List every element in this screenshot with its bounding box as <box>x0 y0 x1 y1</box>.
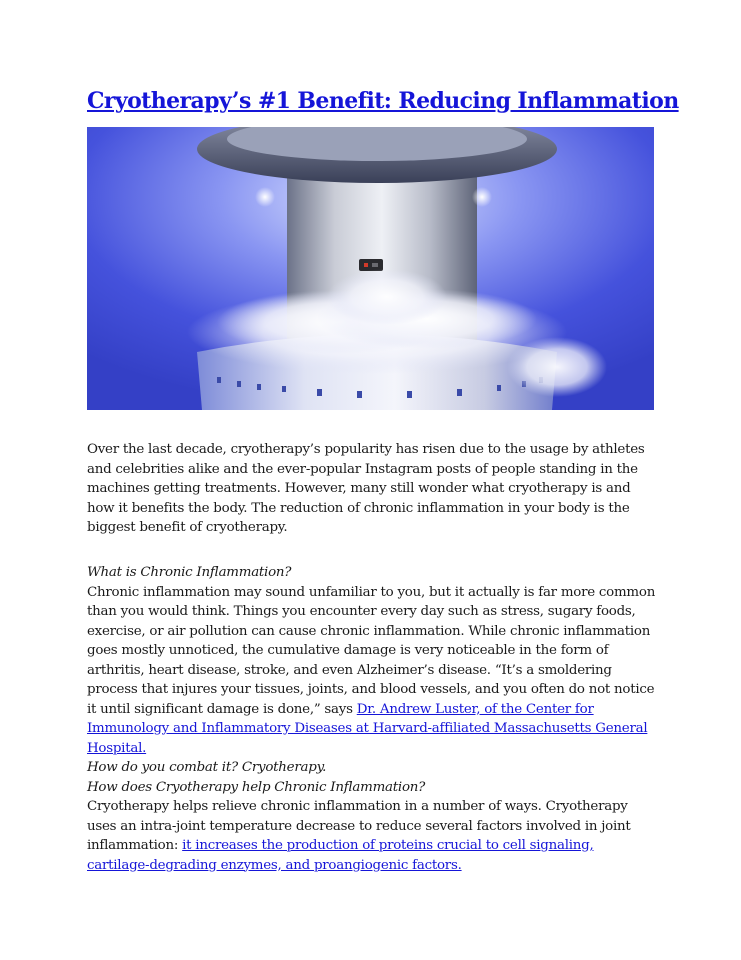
paragraph-chronic-inflammation <box>87 583 657 759</box>
paragraph-2-text: Cryotherapy helps relieve chronic inflammation in a number of ways. Cryotherapy uses an intra-joint temperature decrease to reduce several factors involved in joint inflammation: <box>87 799 631 853</box>
cryotherapy-chamber-photo <box>87 127 654 410</box>
article-title-link[interactable]: Cryotherapy’s #1 Benefit: Reducing Inflammation <box>87 88 679 114</box>
paragraph-cryotherapy-help <box>87 797 657 875</box>
intro-paragraph <box>87 440 657 538</box>
proteins-study-link[interactable]: it increases the production of proteins crucial to cell signaling, cartilage-degrading enzymes, and proangiogenic factors. <box>87 838 594 873</box>
question-heading-2: How do you combat it? Cryotherapy. <box>87 760 327 775</box>
intro-text: Over the last decade, cryotherapy’s popularity has risen due to the usage by athletes and celebrities alike and the ever-popular Instagram posts of people standing in the machines getting treatments. However, many still wonder what cryotherapy is and how it benefits the body. The reduction of chronic inflammation in your body is the biggest benefit of cryotherapy. <box>87 442 645 535</box>
paragraph-1-text: Chronic inflammation may sound unfamiliar to you, but it actually is far more common than you would think. Things you encounter every day such as stress, sugary foods, exercise, or air pollution can cause chronic inflammation. While chronic inflammation goes mostly unnoticed, the cumulative damage is very noticeable in the form of arthritis, heart disease, stroke, and even Alzheimer’s disease. “It’s a smoldering process that injures your tissues, joints, and blood vessels, and you often do not notice it until significant damage is done,” says <box>87 584 656 717</box>
question-heading-3: How does Cryotherapy help Chronic Inflammation? <box>87 779 426 795</box>
dr-luster-link[interactable]: Dr. Andrew Luster, of the Center for Immunology and Inflammatory Diseases at Harvard-affiliated Massachusetts General Hospital. <box>87 701 648 756</box>
question-heading-1: What is Chronic Inflammation? <box>87 565 292 580</box>
article-body <box>87 563 657 875</box>
